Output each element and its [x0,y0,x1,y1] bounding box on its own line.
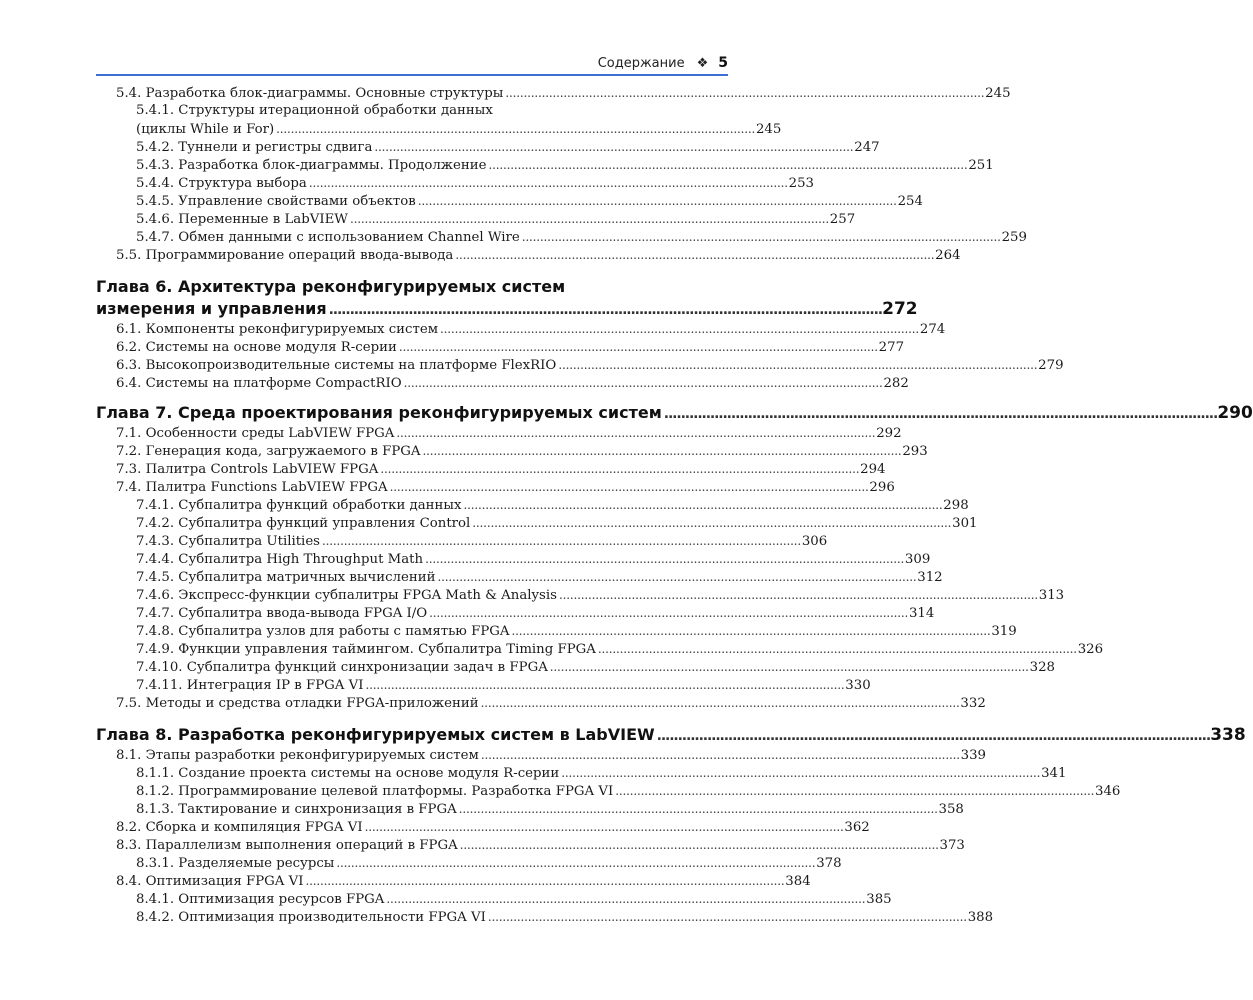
toc-entry-page: 259 [1001,230,1027,245]
dot-leader [309,174,786,193]
dot-leader [437,568,914,587]
toc-entry[interactable] [96,192,923,210]
toc-entry[interactable] [96,764,1067,782]
toc-entry-title: 7.4.2. Субпалитра функций управления Control [136,516,471,531]
toc-entry-title: 5.4.7. Обмен данными с использованием Channel Wire [136,230,520,245]
toc-entry[interactable] [96,818,870,836]
dot-leader [488,908,965,927]
chapter-7-heading[interactable] [96,402,1253,424]
toc-entry-page: 309 [904,552,931,567]
dot-leader [350,210,827,229]
toc-entry-page: 313 [1038,588,1065,603]
toc-entry-page: 346 [1095,784,1121,799]
toc-entry[interactable] [96,550,931,568]
toc-entry[interactable] [96,374,909,392]
toc-entry-page: 332 [960,696,986,711]
dot-leader [459,800,936,819]
toc-entry-title: 7.3. Палитра Controls LabVIEW FPGA [116,462,379,477]
dot-leader [396,424,873,443]
toc-entry[interactable] [96,908,994,926]
toc-entry-page: 292 [876,426,902,441]
dot-leader [481,694,958,713]
dot-leader [440,320,917,339]
toc-entry[interactable] [96,320,946,338]
dot-leader [463,496,940,515]
toc-entry-title: 5.4.5. Управление свойствами объектов [136,194,416,209]
toc-entry-title: 8.4. Оптимизация FPGA VI [116,874,304,889]
toc-entry[interactable] [96,138,880,156]
toc-entry[interactable] [96,782,1121,800]
page-number: 5 [718,55,728,71]
dot-leader [380,460,857,479]
toc-entry-page: 253 [788,176,815,191]
toc-entry-title: 8.1. Этапы разработки реконфигурируемых систем [116,748,479,763]
chapter-title-line: измерения и управления [96,299,327,318]
toc-entry[interactable] [96,514,978,532]
toc-entry-page: 312 [917,570,943,585]
toc-entry-page: 293 [902,444,928,459]
dot-leader [558,356,1035,375]
toc-entry-page: 388 [967,910,994,925]
toc-entry[interactable] [96,622,1017,640]
toc-entry-page: 279 [1038,358,1064,373]
dot-leader [276,120,753,139]
toc-entry[interactable] [96,156,994,174]
toc-entry[interactable] [96,836,965,854]
toc-entry-title: 6.4. Системы на платформе CompactRIO [116,376,402,391]
toc-entry[interactable] [96,478,895,496]
toc-entry-title: 7.1. Особенности среды LabVIEW FPGA [116,426,395,441]
dot-leader [512,622,989,641]
dot-leader [336,854,813,873]
toc-entry[interactable] [96,496,969,514]
dot-leader [374,138,851,157]
dot-leader [404,374,881,393]
chapter-title: Глава 7. Среда проектирования реконфигурируемых систем [96,403,662,422]
toc-entry-page: 306 [801,534,828,549]
toc-entry[interactable] [96,872,811,890]
chapter-8-heading[interactable] [96,724,1246,746]
toc-entry-title: 7.4. Палитра Functions LabVIEW FPGA [116,480,388,495]
dot-leader [664,402,1216,425]
toc-entry-title: (циклы While и For) [136,122,275,137]
chapter-7-entries [96,424,1104,712]
dot-leader [425,550,902,569]
toc-entry[interactable] [96,442,928,460]
toc-entry-title: 8.3.1. Разделяемые ресурсы [136,856,335,871]
dot-leader [305,872,782,891]
dot-leader [423,442,900,461]
toc-entry-title: 5.4.3. Разработка блок-диаграммы. Продолжение [136,158,487,173]
running-header-title: Содержание [597,55,685,71]
toc-entry[interactable] [96,210,856,228]
toc-entry[interactable] [96,604,935,622]
chapter-title-entry [96,298,918,320]
chapter-6-entries [96,320,1064,392]
toc-entry-title: 7.4.10. Субпалитра функций синхронизации задач в FPGA [136,660,548,675]
dot-leader [460,836,937,855]
dot-leader [550,658,1027,677]
toc-entry-page: 254 [897,194,923,209]
toc-entry-title: 7.4.5. Субпалитра матричных вычислений [136,570,436,585]
toc-entry-title: 8.2. Сборка и компиляция FPGA VI [116,820,363,835]
toc-entry[interactable] [96,174,815,192]
toc-entry[interactable] [96,228,1027,246]
toc-entry-page: 294 [860,462,886,477]
toc-entry[interactable] [96,854,842,872]
toc-entry-page: 339 [960,748,987,763]
dot-leader [386,890,863,909]
toc-entry-title: 5.5. Программирование операций ввода-вывода [116,248,454,263]
running-header [96,50,728,76]
toc-entry[interactable] [96,640,1104,658]
toc-entry-title: 8.4.2. Оптимизация производительности FPGA VI [136,910,486,925]
toc-entry[interactable] [96,694,986,712]
toc-entry[interactable]: 5.4.1. Структуры итерационной обработки данных [136,103,493,118]
dot-leader [365,818,842,837]
toc-entry-page: 385 [866,892,892,907]
toc-entry-page: 341 [1041,766,1067,781]
toc-entry-title: 7.4.6. Экспресс-функции субпалитры FPGA Math & Analysis [136,588,557,603]
dot-leader [561,764,1038,783]
toc-entry[interactable] [96,460,886,478]
chapter-title: Глава 8. Разработка реконфигурируемых систем в LabVIEW [96,725,655,744]
dot-leader [429,604,906,623]
dot-leader [418,192,895,211]
dot-leader [657,724,1209,747]
toc-entry-title: 5.4.4. Структура выбора [136,176,307,191]
toc-entry-page: 264 [935,248,961,263]
toc-entry[interactable] [96,568,943,586]
dot-leader [399,338,876,357]
toc-entry-page: 274 [919,322,946,337]
toc-entry-page: 362 [844,820,870,835]
toc-entry[interactable] [96,120,782,138]
dot-leader [455,246,932,265]
toc-entry-title: 7.4.3. Субпалитра Utilities [136,534,321,549]
toc-entry-title: 7.5. Методы и средства отладки FPGA-приложений [116,696,479,711]
toc-entry[interactable] [96,676,871,694]
toc-entry-title: 8.3. Параллелизм выполнения операций в FPGA [116,838,458,853]
toc-entry-title: 7.4.11. Интеграция IP в FPGA VI [136,678,364,693]
toc-entry[interactable] [96,658,1055,676]
dot-leader [522,228,999,247]
toc-entry[interactable] [96,890,892,908]
toc-entry-page: 301 [952,516,978,531]
toc-entry-page: 257 [829,212,856,227]
chapter-page-number: 272 [882,299,918,319]
chapter-title-entry [96,402,1253,424]
toc-entry-title: 8.1.3. Тактирование и синхронизация в FPGA [136,802,457,817]
toc-entry[interactable] [96,356,1064,374]
section-5-entries [96,84,1027,264]
toc-entry-page: 296 [869,480,895,495]
toc-entry-page: 384 [785,874,811,889]
dot-leader [481,746,958,765]
toc-entry[interactable] [96,338,905,356]
chapter-title-entry [96,724,1246,746]
toc-entry-title: 5.4. Разработка блок-диаграммы. Основные структуры [116,86,504,101]
chapter-page-number: 290 [1217,403,1253,423]
toc-entry[interactable] [96,586,1065,604]
toc-entry-page: 326 [1077,642,1104,657]
dot-leader [472,514,949,533]
toc-entry[interactable] [96,532,828,550]
toc-entry-page: 358 [938,802,964,817]
chapter-6-heading[interactable] [96,276,918,320]
chapter-8-entries [96,746,1121,926]
toc-entry-page: 245 [755,122,782,137]
toc-entry-title: 8.4.1. Оптимизация ресурсов FPGA [136,892,385,907]
toc-entry[interactable] [96,424,902,442]
toc-entry-page: 277 [878,340,905,355]
toc-entry-title: 7.4.4. Субпалитра High Throughput Math [136,552,424,567]
dot-leader [615,782,1092,801]
toc-entry-title: 7.4.8. Субпалитра узлов для работы с памятью FPGA [136,624,510,639]
toc-entry-page: 314 [908,606,935,621]
toc-entry[interactable] [96,246,961,264]
toc-entry-title: 8.1.2. Программирование целевой платформы. Разработка FPGA VI [136,784,614,799]
toc-entry-page: 245 [985,86,1011,101]
toc-entry-page: 378 [816,856,842,871]
dot-leader [322,532,799,551]
toc-entry[interactable] [96,800,964,818]
toc-entry-title: 7.4.9. Функции управления таймингом. Субпалитра Timing FPGA [136,642,596,657]
toc-entry-page: 373 [939,838,965,853]
dot-leader [505,84,982,103]
chapter-page-number: 338 [1210,725,1246,745]
toc-entry-title: 6.3. Высокопроизводительные системы на платформе FlexRIO [116,358,557,373]
toc-entry[interactable] [96,746,987,764]
dot-leader [559,586,1036,605]
toc-entry-title: 7.4.1. Субпалитра функций обработки данных [136,498,462,513]
toc-entry[interactable] [96,84,1011,102]
toc-entry-title: 7.2. Генерация кода, загружаемого в FPGA [116,444,421,459]
toc-entry-page: 298 [943,498,969,513]
dot-leader [329,298,881,321]
diamond-ornament-icon: ❖ [696,55,709,71]
toc-entry-title: 7.4.7. Субпалитра ввода-вывода FPGA I/O [136,606,428,621]
table-of-contents [96,84,1253,926]
chapter-title-line: Глава 6. Архитектура реконфигурируемых систем [96,277,566,296]
toc-entry-page: 251 [968,158,994,173]
toc-entry-page: 282 [883,376,909,391]
toc-entry-title: 5.4.2. Туннели и регистры сдвига [136,140,373,155]
toc-entry-page: 319 [991,624,1017,639]
toc-entry-title: 6.2. Системы на основе модуля R-серии [116,340,397,355]
toc-entry-page: 330 [845,678,871,693]
toc-entry-page: 328 [1029,660,1055,675]
toc-entry-title: 8.1.1. Создание проекта системы на основе модуля R-серии [136,766,560,781]
toc-entry-title: 5.4.6. Переменные в LabVIEW [136,212,348,227]
toc-entry-title: 6.1. Компоненты реконфигурируемых систем [116,322,439,337]
dot-leader [489,156,966,175]
header-rule [96,74,728,76]
dot-leader [390,478,867,497]
dot-leader [365,676,842,695]
toc-entry-page: 247 [854,140,880,155]
dot-leader [598,640,1075,659]
